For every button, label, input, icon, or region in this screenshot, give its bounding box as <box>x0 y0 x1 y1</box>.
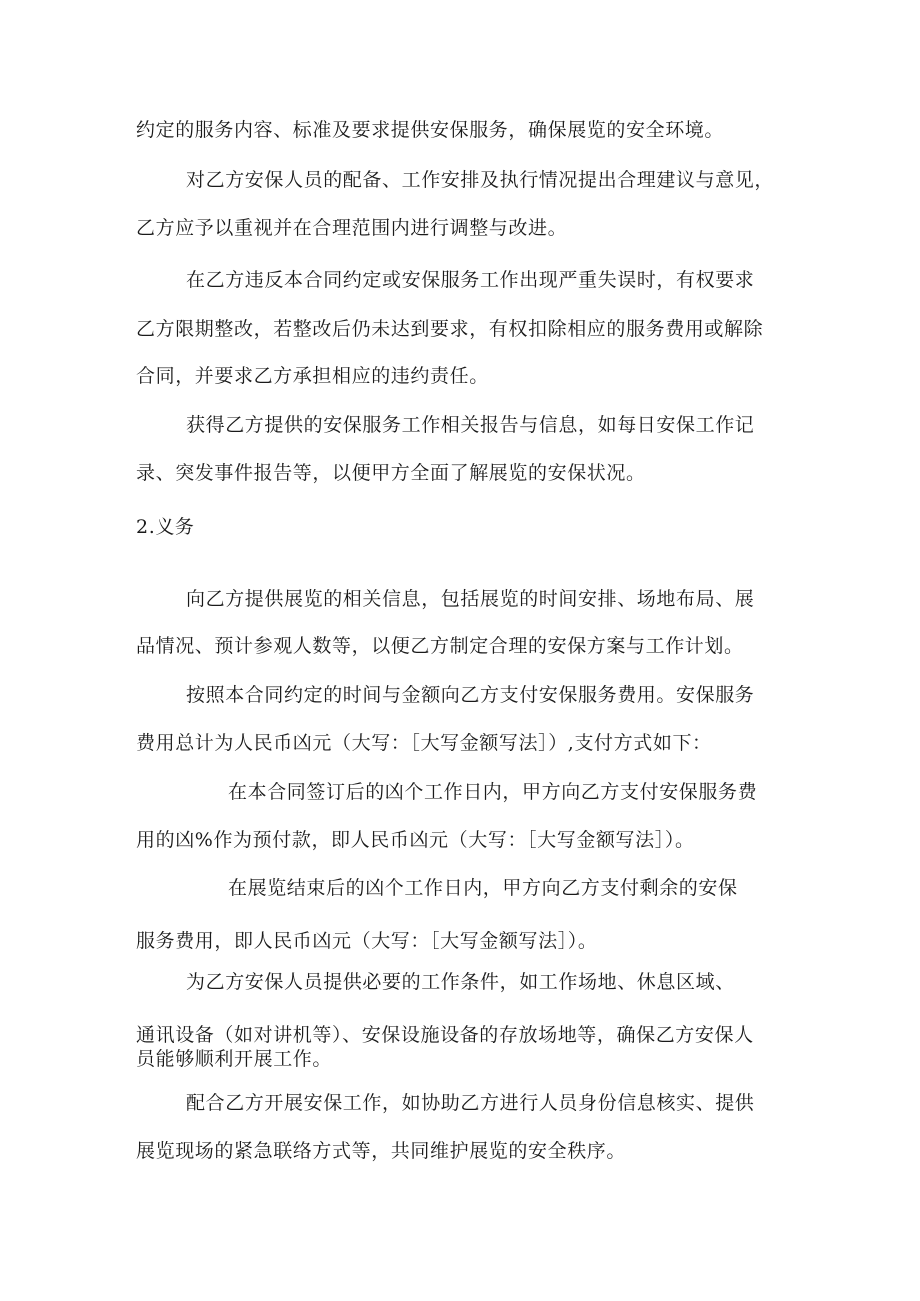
text-line: 服务费用，即人民币凶元（大写：［大写金额写法］）。 <box>136 930 598 952</box>
text-line: 配合乙方开展安保工作，如协助乙方进行人员身份信息核实、提供 <box>186 1092 755 1114</box>
text-line: 在本合同签订后的凶个工作日内，甲方向乙方支付安保服务费 <box>228 781 758 803</box>
text-line: 展览现场的紧急联络方式等，共同维护展览的安全秩序。 <box>136 1140 627 1162</box>
text-line: 按照本合同约定的时间与金额向乙方支付安保服务费用。安保服务 <box>186 684 755 706</box>
text-line: 乙方限期整改，若整改后仍未达到要求，有权扣除相应的服务费用或解除 <box>136 318 764 340</box>
text-line: 品情况、预计参观人数等，以便乙方制定合理的安保方案与工作计划。 <box>136 635 744 657</box>
text-line: 为乙方安保人员提供必要的工作条件，如工作场地、休息区域、 <box>186 971 735 993</box>
text-line: 对乙方安保人员的配备、工作安排及执行情况提出合理建议与意见， <box>186 169 775 191</box>
text-line: 通讯设备（如对讲机等）、安保设施设备的存放场地等，确保乙方安保人 <box>136 1024 754 1046</box>
text-line: 录、突发事件报告等，以便甲方全面了解展览的安保状况。 <box>136 462 646 484</box>
text-line: 约定的服务内容、标准及要求提供安保服务，确保展览的安全环境。 <box>136 119 725 141</box>
text-line: 用的凶%作为预付款，即人民币凶元（大写：［大写金额写法］）。 <box>136 829 695 851</box>
text-line: 乙方应予以重视并在合理范围内进行调整与改进。 <box>136 217 568 239</box>
section-heading: 2.义务 <box>136 516 195 538</box>
text-line: 合同，并要求乙方承担相应的违约责任。 <box>136 365 489 387</box>
text-line: 在展览结束后的凶个工作日内，甲方向乙方支付剩余的安保 <box>228 877 738 899</box>
text-line: 向乙方提供展览的相关信息，包括展览的时间安排、场地布局、展 <box>186 588 755 610</box>
text-line: 员能够顺利开展工作。 <box>136 1048 333 1070</box>
text-line: 在乙方违反本合同约定或安保服务工作出现严重失误时，有权要求 <box>186 269 755 291</box>
text-line: 费用总计为人民币凶元（大写：［大写金额写法］）,支付方式如下： <box>136 732 712 754</box>
text-line: 获得乙方提供的安保服务工作相关报告与信息，如每日安保工作记 <box>186 414 755 436</box>
